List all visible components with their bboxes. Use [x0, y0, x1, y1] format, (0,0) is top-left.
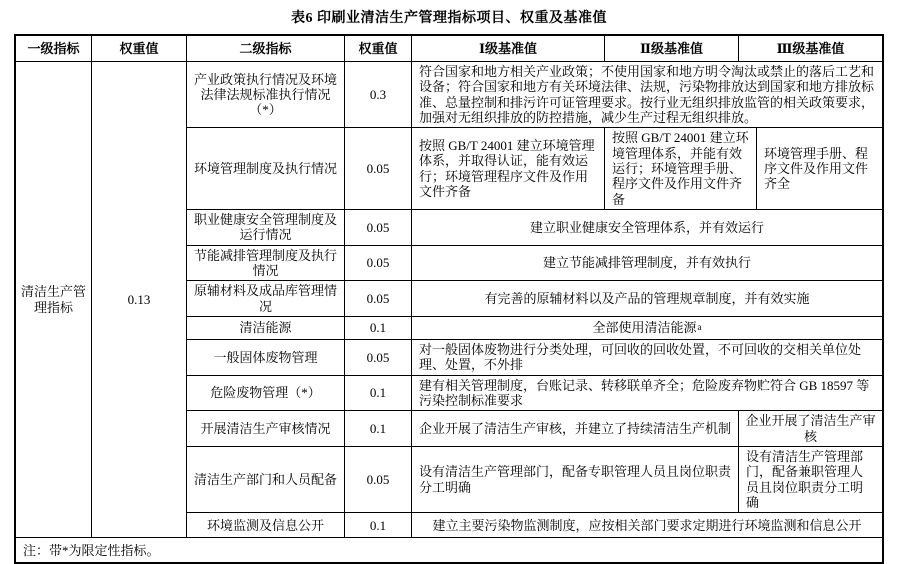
table-row-env-management — [187, 128, 882, 210]
secondary-indicator-cell: 环境监测及信息公开 — [187, 513, 345, 537]
table-footnote-row — [16, 538, 882, 562]
header-level3-baseline: Ⅲ级基准值 — [776, 40, 845, 56]
secondary-indicator-cell: 节能减排管理制度及执行情况 — [187, 246, 345, 281]
secondary-indicator-cell: 一般固体废物管理 — [187, 340, 345, 375]
baseline-cell-merged: 建立主要污染物监测制度，应按相关部门要求定期进行环境监测和信息公开 — [432, 517, 862, 533]
table-row-energy-saving — [187, 246, 882, 282]
baseline-level3-cell: 环境管理手册、程序文件及作用文件齐全 — [764, 145, 869, 192]
baseline-level1-2-cell: 设有清洁生产管理部门，配备专职管理人员且岗位职责分工明确 — [412, 447, 739, 512]
header-secondary-weight: 权重值 — [345, 36, 412, 61]
header-level2-baseline: Ⅱ级基准值 — [605, 36, 739, 61]
weight-cell: 0.1 — [345, 317, 412, 339]
weight-cell: 0.05 — [345, 128, 412, 209]
baseline-level1-2-cell: 企业开展了清洁生产审核，并建立了持续清洁生产机制 — [412, 411, 739, 446]
table-row-raw-materials — [187, 281, 882, 317]
baseline-cell-merged: 建有相关管理制度，台账记录、转移联单齐全；危险废弃物贮符合 GB 18597 等污染控制标准要求 — [419, 377, 870, 408]
baseline-text: 全部使用清洁能源 — [592, 320, 697, 336]
secondary-indicator-cell: 清洁能源 — [187, 317, 345, 339]
baseline-cell-merged: 符合国家和地方相关产业政策；不使用国家和地方明令淘汰或禁止的落后工艺和设备；符合国家和地方有关环境法律、法规，污染物排放达到国家和地方排放标准、总量控制和排污许可证管理要求。按行业无组织排放监管的相关政策要求，加强对无组织排放的防控措施，减少生产过程无组织排放。 — [419, 64, 875, 125]
table-body — [16, 62, 882, 538]
secondary-indicator-cell: 危险废物管理（*） — [187, 376, 345, 411]
weight-cell: 0.05 — [345, 281, 412, 316]
table-row-industrial-policy — [187, 62, 882, 128]
weight-cell: 0.1 — [345, 411, 412, 446]
table-row-general-solid-waste — [187, 340, 882, 376]
header-level1-baseline: Ⅰ级基准值 — [412, 36, 605, 61]
secondary-indicator-cell: 环境管理制度及执行情况 — [187, 128, 345, 209]
table-row-env-monitoring — [187, 513, 882, 537]
baseline-cell-merged — [412, 317, 882, 339]
footnote-text: 注：带*为限定性指标。 — [23, 542, 160, 558]
weight-cell: 0.1 — [345, 513, 412, 537]
baseline-level3-cell: 企业开展了清洁生产审核 — [745, 413, 876, 444]
primary-weight-cell: 0.13 — [92, 62, 187, 537]
table-row-cp-department-staff — [187, 447, 882, 513]
weight-cell: 0.3 — [345, 62, 412, 127]
baseline-cell-merged: 建立职业健康安全管理体系，并有效运行 — [529, 219, 764, 235]
weight-cell: 0.05 — [345, 246, 412, 281]
baseline-level2-cell: 按照 GB/T 24001 建立环境管理体系，并能有效运行；环境管理手册、程序文件及作用文件齐备 — [605, 128, 757, 209]
secondary-indicator-cell: 原辅材料及成品库管理情况 — [187, 281, 345, 316]
baseline-level1-cell: 按照 GB/T 24001 建立环境管理体系，并取得认证，能有效运行；环境管理程序文件及作用文件齐备 — [412, 128, 605, 209]
weight-cell: 0.05 — [345, 447, 412, 512]
primary-indicator-cell: 清洁生产管理指标 — [16, 62, 92, 537]
footnote-marker-a: a — [697, 322, 702, 333]
baseline-level3-cell: 设有清洁生产管理部门，配备兼职管理人员且岗位职责分工明确 — [746, 448, 864, 510]
header-primary-indicator: 一级指标 — [16, 36, 92, 61]
baseline-cell-merged: 建立节能减排管理制度，并有效执行 — [542, 255, 751, 271]
secondary-indicator-cell: 产业政策执行情况及环境法律法规标准执行情况（*） — [187, 62, 345, 127]
baseline-cell-merged: 对一般固体废物进行分类处理，可回收的回收处置，不可回收的交相关单位处理、处置，不外排 — [419, 341, 862, 373]
table-row-occupational-health — [187, 210, 882, 246]
table-title: 表6 印刷业清洁生产管理指标项目、权重及基准值 — [291, 11, 607, 26]
indicators-table — [14, 34, 884, 564]
secondary-indicator-cell: 清洁生产部门和人员配备 — [187, 447, 345, 512]
header-secondary-indicator: 二级指标 — [187, 36, 345, 61]
secondary-rows — [187, 62, 882, 537]
header-primary-weight: 权重值 — [92, 36, 187, 61]
table-header-row — [16, 36, 882, 62]
weight-cell: 0.1 — [345, 376, 412, 411]
weight-cell: 0.05 — [345, 340, 412, 375]
weight-cell: 0.05 — [345, 210, 412, 245]
secondary-indicator-cell: 职业健康安全管理制度及运行情况 — [187, 210, 345, 245]
baseline-cell-merged: 有完善的原辅材料以及产品的管理规章制度，并有效实施 — [484, 290, 810, 306]
table-row-cleaner-production-audit — [187, 411, 882, 447]
secondary-indicator-cell: 开展清洁生产审核情况 — [187, 411, 345, 446]
table-row-clean-energy — [187, 317, 882, 340]
table-row-hazardous-waste — [187, 376, 882, 412]
